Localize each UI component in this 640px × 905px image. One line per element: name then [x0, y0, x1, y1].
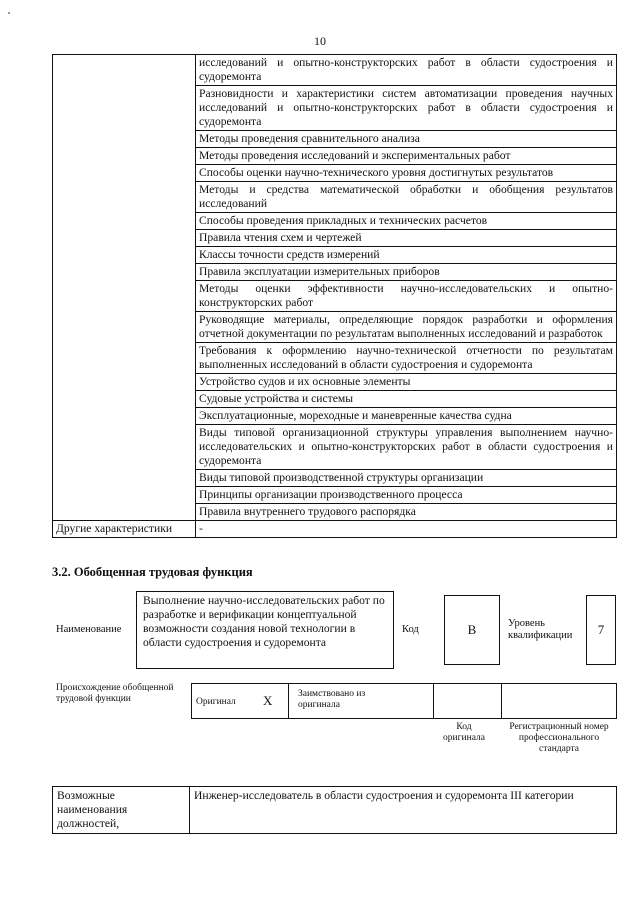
knowledge-item: Способы оценки научно-технического уровня достигнутых результатов: [196, 165, 617, 182]
knowledge-row: [53, 487, 617, 504]
knowledge-item: Методы проведения сравнительного анализа: [196, 131, 617, 148]
knowledge-item: Виды типовой организационной структуры управления выполнением научно-исследовательских и опытно-конструкторских работ в области судостроения и судоремонта: [196, 425, 617, 470]
requirements-table: [52, 54, 617, 538]
knowledge-row: [53, 264, 617, 281]
knowledge-item: Методы оценки эффективности научно-исследовательских и опытно-конструкторских работ: [196, 281, 617, 312]
code-original-caption: Код оригинала: [443, 722, 485, 743]
original-label: Оригинал: [196, 697, 236, 707]
knowledge-item: Правила внутреннего трудового распорядка: [196, 504, 617, 521]
knowledge-item: Виды типовой производственной структуры организации: [196, 470, 617, 487]
section-title: 3.2. Обобщенная трудовая функция: [52, 565, 253, 579]
row-label-cell: [53, 165, 196, 182]
knowledge-item: Устройство судов и их основные элементы: [196, 374, 617, 391]
other-characteristics-label: Другие характеристики: [53, 521, 196, 538]
row-label-cell: [53, 312, 196, 343]
knowledge-item: Классы точности средств измерений: [196, 247, 617, 264]
knowledge-item: Методы и средства математической обработки и обобщения результатов исследований: [196, 182, 617, 213]
row-label-cell: [53, 408, 196, 425]
code-label: Код: [402, 624, 419, 635]
function-code-value: B: [444, 595, 500, 665]
knowledge-row: [53, 247, 617, 264]
registration-number-caption: Регистрационный номер профессионального стандарта: [509, 722, 609, 754]
row-label-cell: [53, 487, 196, 504]
knowledge-item: Принципы организации производственного процесса: [196, 487, 617, 504]
knowledge-item: Способы проведения прикладных и технических расчетов: [196, 213, 617, 230]
knowledge-row: [53, 148, 617, 165]
row-label-cell: [53, 374, 196, 391]
knowledge-item: Руководящие материалы, определяющие порядок разработки и оформления отчетной документации по результатам выполненных исследований и разработок: [196, 312, 617, 343]
knowledge-item: исследований и опытно-конструкторских работ в области судостроения и судоремонта: [196, 55, 617, 86]
row-label-cell: [53, 86, 196, 131]
positions-value: Инженер-исследователь в области судостроения и судоремонта III категории: [190, 787, 617, 834]
function-name-value: Выполнение научно-исследовательских работ по разработке и верификации концептуальной возможности создания новой технологии в области судостроения и судоремонта: [136, 591, 394, 669]
knowledge-item: Правила чтения схем и чертежей: [196, 230, 617, 247]
knowledge-item: Разновидности и характеристики систем автоматизации проведения научных исследований и опытно-конструкторских работ в области судостроения и судоремонта: [196, 86, 617, 131]
knowledge-item: Судовые устройства и системы: [196, 391, 617, 408]
knowledge-row: [53, 425, 617, 470]
knowledge-row: [53, 182, 617, 213]
page-number: 10: [314, 34, 326, 48]
row-label-cell: [53, 148, 196, 165]
row-label-cell: [53, 281, 196, 312]
origin-cell-code: [434, 684, 502, 718]
knowledge-row: [53, 230, 617, 247]
knowledge-item: Методы проведения исследований и экспериментальных работ: [196, 148, 617, 165]
row-label-cell: [53, 343, 196, 374]
row-label-cell: [53, 55, 196, 86]
row-label-cell: [53, 247, 196, 264]
row-label-cell: [53, 264, 196, 281]
original-mark: X: [263, 693, 273, 708]
knowledge-row: [53, 213, 617, 230]
knowledge-row: [53, 55, 617, 86]
knowledge-item: Эксплуатационные, мореходные и маневренные качества судна: [196, 408, 617, 425]
row-label-cell: [53, 213, 196, 230]
knowledge-row: [53, 86, 617, 131]
qualification-level-value: 7: [586, 595, 616, 665]
knowledge-row: [53, 281, 617, 312]
origin-label: Происхождение обобщенной трудовой функции: [56, 683, 174, 704]
knowledge-row: [53, 504, 617, 521]
row-label-cell: [53, 425, 196, 470]
knowledge-row: [53, 312, 617, 343]
knowledge-row: [53, 408, 617, 425]
row-label-cell: [53, 391, 196, 408]
knowledge-row: [53, 131, 617, 148]
row-label-cell: [53, 470, 196, 487]
positions-table: [52, 786, 617, 834]
knowledge-item: Правила эксплуатации измерительных приборов: [196, 264, 617, 281]
row-label-cell: [53, 504, 196, 521]
positions-label: Возможные наименования должностей,: [53, 787, 190, 834]
knowledge-row: [53, 165, 617, 182]
other-characteristics-value: -: [196, 521, 617, 538]
borrowed-label: Заимствовано из оригинала: [298, 689, 366, 710]
knowledge-row: [53, 470, 617, 487]
knowledge-item: Требования к оформлению научно-технической отчетности по результатам выполненных исследований в области судостроения и судоремонта: [196, 343, 617, 374]
knowledge-row: [53, 391, 617, 408]
row-label-cell: [53, 131, 196, 148]
other-characteristics-row: [53, 521, 617, 538]
row-label-cell: [53, 230, 196, 247]
level-label: Уровень квалификации: [508, 618, 573, 641]
row-label-cell: [53, 182, 196, 213]
name-label: Наименование: [56, 624, 122, 635]
knowledge-row: [53, 343, 617, 374]
knowledge-row: [53, 374, 617, 391]
scan-speck: [8, 12, 10, 14]
